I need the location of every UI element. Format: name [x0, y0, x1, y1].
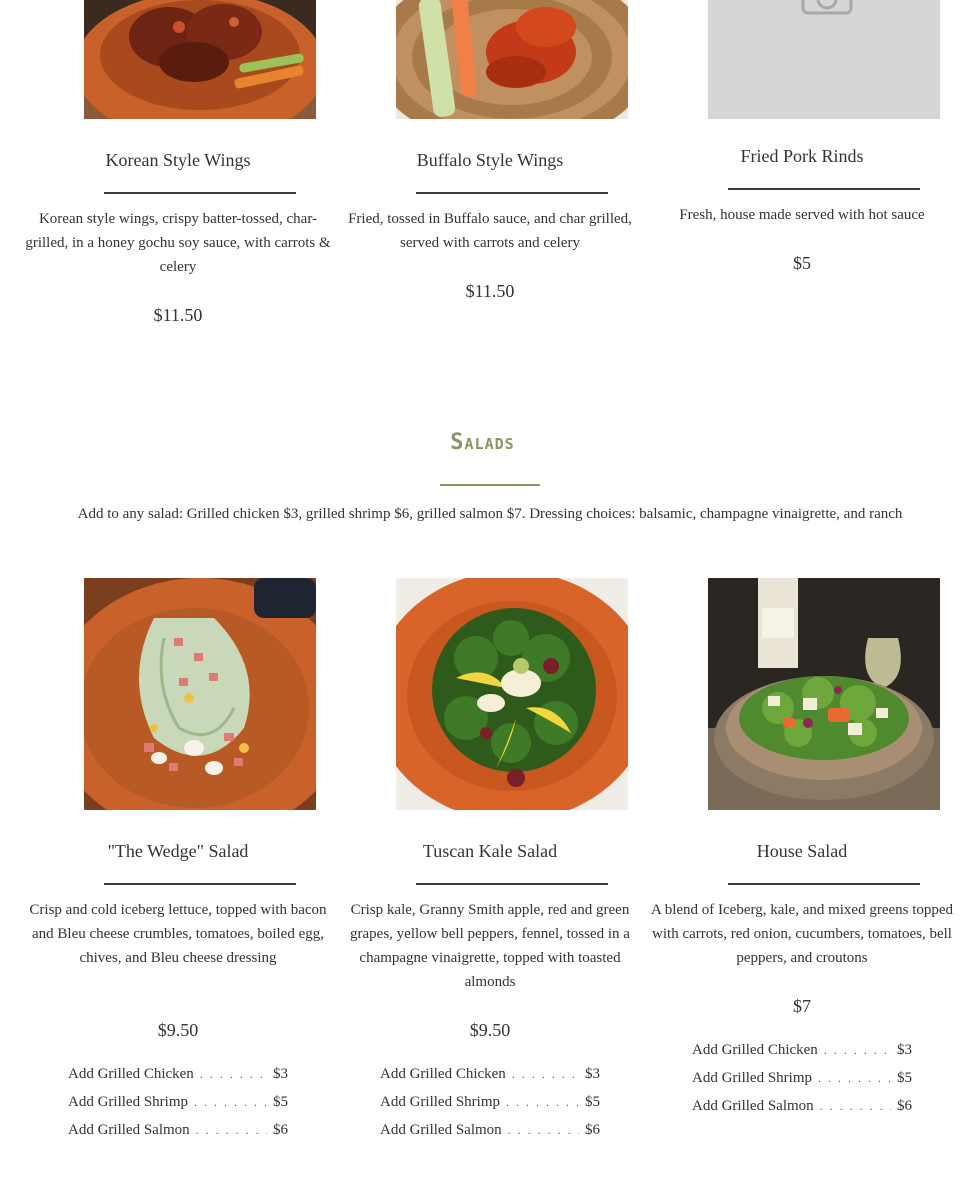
house-salad-photo[interactable] [708, 578, 940, 810]
house-salad-title: House Salad [756, 841, 848, 861]
addon-leader [512, 1067, 579, 1082]
addon-label: Add Grilled Shrimp [68, 1094, 188, 1110]
addon-row [68, 1094, 288, 1122]
addon-label: Add Grilled Shrimp [380, 1094, 500, 1110]
addon-row [692, 1070, 912, 1098]
korean-wings-title: Korean Style Wings [105, 150, 251, 170]
addon-price: $5 [273, 1094, 288, 1110]
addon-leader [196, 1123, 267, 1138]
house-salad-price: $7 [793, 996, 811, 1016]
wedge-salad-title: "The Wedge" Salad [107, 841, 249, 861]
korean-wings-description: Korean style wings, crispy batter-tossed, char-grilled, in a honey gochu soy sauce, with carrots & celery [25, 211, 331, 275]
wedge-salad-price: $9.50 [157, 1020, 199, 1040]
pork-rinds-description: Fresh, house made served with hot sauce [679, 207, 925, 223]
buffalo-wings-description: Fried, tossed in Buffalo sauce, and char grilled, served with carrots and celery [348, 211, 632, 251]
pork-rinds-price: $5 [793, 253, 811, 273]
buffalo-wings-divider [416, 192, 608, 194]
house-salad-divider [728, 883, 920, 885]
addon-row [380, 1094, 600, 1122]
addon-price: $6 [585, 1122, 600, 1138]
addon-row [68, 1066, 288, 1094]
korean-wings-divider [104, 192, 296, 194]
addon-row [692, 1098, 912, 1126]
korean-wings-photo[interactable] [84, 0, 316, 119]
wedge-salad-addons [68, 1066, 288, 1150]
menu-card-house-salad [646, 578, 958, 1138]
addon-label: Add Grilled Chicken [692, 1042, 818, 1058]
house-salad-addons [692, 1042, 912, 1126]
house-salad-description: A blend of Iceberg, kale, and mixed greens topped with carrots, red onion, cucumbers, tomatoes, bell peppers, and croutons [650, 902, 954, 966]
addon-leader [824, 1043, 891, 1058]
menu-card-wedge-salad [22, 578, 334, 1158]
menu-card-buffalo-wings [334, 0, 646, 340]
addon-price: $5 [897, 1070, 912, 1086]
buffalo-wings-title: Buffalo Style Wings [416, 150, 564, 170]
menu-card-korean-wings [22, 0, 334, 340]
addon-label: Add Grilled Salmon [692, 1098, 814, 1114]
camera-icon [708, 0, 940, 119]
wedge-salad-photo[interactable] [84, 578, 316, 810]
addon-label: Add Grilled Shrimp [692, 1070, 812, 1086]
buffalo-wings-price: $11.50 [465, 281, 515, 301]
kale-salad-price: $9.50 [469, 1020, 511, 1040]
addon-price: $3 [273, 1066, 288, 1082]
menu-card-kale-salad [334, 578, 646, 1158]
addon-leader [200, 1067, 267, 1082]
menu-card-pork-rinds [646, 0, 958, 300]
addon-label: Add Grilled Salmon [380, 1122, 502, 1138]
addon-leader [194, 1095, 267, 1110]
addon-row [692, 1042, 912, 1070]
addon-row [380, 1066, 600, 1094]
salads-section-heading: Salads [450, 430, 515, 455]
addon-price: $3 [585, 1066, 600, 1082]
kale-salad-divider [416, 883, 608, 885]
addon-leader [506, 1095, 579, 1110]
pork-rinds-photo-placeholder[interactable] [708, 0, 940, 119]
kale-salad-description: Crisp kale, Granny Smith apple, red and green grapes, yellow bell peppers, fennel, tossed in a champagne vinaigrette, topped with toasted almonds [350, 902, 630, 990]
addon-price: $3 [897, 1042, 912, 1058]
addon-row [68, 1122, 288, 1150]
addon-row [380, 1122, 600, 1150]
wedge-salad-description: Crisp and cold iceberg lettuce, topped with bacon and Bleu cheese crumbles, tomatoes, boiled egg, chives, and Bleu cheese dressing [29, 902, 327, 966]
addon-label: Add Grilled Chicken [68, 1066, 194, 1082]
addon-leader [508, 1123, 579, 1138]
salads-section-divider [440, 484, 540, 486]
korean-wings-price: $11.50 [153, 305, 203, 325]
buffalo-wings-photo[interactable] [396, 0, 628, 119]
pork-rinds-title: Fried Pork Rinds [740, 146, 864, 166]
addon-price: $6 [273, 1122, 288, 1138]
pork-rinds-divider [728, 188, 920, 190]
salads-addon-note: Add to any salad: Grilled chicken $3, grilled shrimp $6, grilled salmon $7. Dressing choices: balsamic, champagne vinaigrette, and ranch [77, 506, 903, 522]
wedge-salad-divider [104, 883, 296, 885]
kale-salad-addons [380, 1066, 600, 1150]
addon-leader [820, 1099, 891, 1114]
addon-leader [818, 1071, 891, 1086]
kale-salad-photo[interactable] [396, 578, 628, 810]
kale-salad-title: Tuscan Kale Salad [422, 841, 558, 861]
addon-label: Add Grilled Salmon [68, 1122, 190, 1138]
addon-price: $5 [585, 1094, 600, 1110]
addon-label: Add Grilled Chicken [380, 1066, 506, 1082]
addon-price: $6 [897, 1098, 912, 1114]
